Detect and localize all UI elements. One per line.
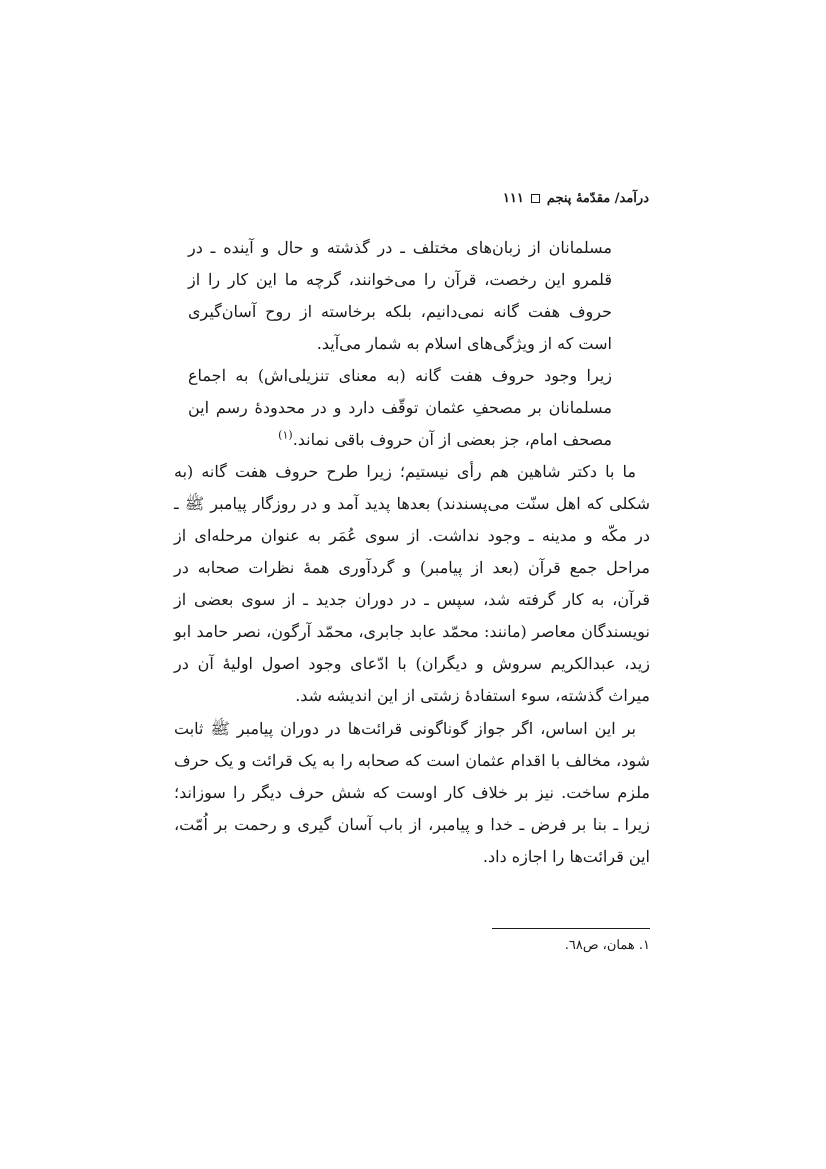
quote-paragraph: مسلمانان از زبان‌های مختلف ـ در گذشته و حال و آینده ـ در قلمرو این رخصت، قرآن را می‌خوانند، گرچه ما این کار را از حروف هفت گانه نمی‌دانیم، بلکه برخاسته از روح آسان‌گیری است که از ویژگی‌های اسلام به شمار می‌آید. bbox=[188, 238, 612, 353]
body-text bbox=[174, 456, 650, 873]
footnote-divider bbox=[492, 928, 650, 929]
header-title: درآمد/ مقدّمهٔ پنجم bbox=[546, 191, 649, 206]
footnote-marker: (١) bbox=[278, 428, 293, 442]
quote-paragraph-text: زیرا وجود حروف هفت گانه (به معنای تنزیلی‌اش) به اجماع مسلمانان بر مصحفِ عثمان توقّف دارد و در محدودهٔ رسم این مصحف امام، جز بعضی از آن حروف باقی نماند. bbox=[188, 366, 612, 449]
running-header bbox=[503, 191, 649, 206]
block-quote bbox=[188, 232, 612, 456]
page-number: ١١١ bbox=[502, 191, 524, 206]
footnote: ١. همان، ص٦٨. bbox=[564, 938, 650, 953]
quote-paragraph bbox=[188, 360, 612, 456]
body-paragraph: بر این اساس، اگر جواز گوناگونی قرائت‌ها در دوران پیامبر ﷺ ثابت شود، مخالف با اقدام عثمان است که صحابه را به یک قرائت و یک حرف ملزم ساخت. نیز بر خلاف کار اوست که شش حرف دیگر را سوزاند؛ زیرا ـ بنا بر فرض ـ خدا و پیامبر، از باب آسان گیری و رحمت بر اُمّت، این قرائت‌ها را اجازه داد. bbox=[174, 719, 650, 866]
square-separator-icon bbox=[531, 194, 540, 203]
body-paragraph: ما با دکتر شاهین هم رأی نیستیم؛ زیرا طرح حروف هفت گانه (به شکلی که اهل سنّت می‌پسندند) بعدها پدید آمد و در روزگار پیامبر ﷺ ـ در مکّه و مدینه ـ وجود نداشت. از سوی عُمَر به عنوان مرحله‌ای از مراحل جمع قرآن (بعد از پیامبر) و گردآوری همهٔ نظرات صحابه در قرآن، به کار گرفته شد، سپس ـ در دوران جدید ـ از سوی بعضی از نویسندگان معاصر (مانند: محمّد عابد جابری، محمّد آرگون، نصر حامد ابو زید، عبدالکریم سروش و دیگران) با ادّعای وجود اصول اولیهٔ آن در میراث گذشته، سوء استفادهٔ زشتی از این اندیشه شد. bbox=[174, 462, 651, 705]
